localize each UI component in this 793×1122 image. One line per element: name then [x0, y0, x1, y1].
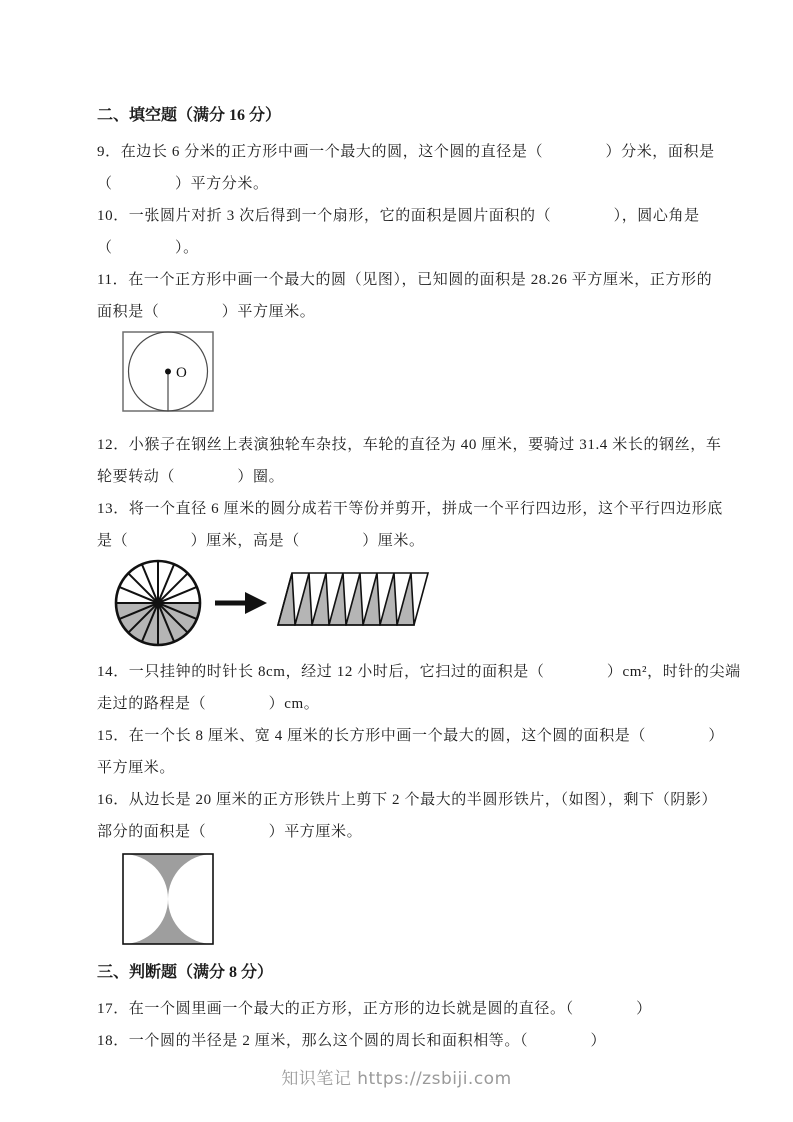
section-title-fill-in-blanks: 二、填空题（满分 16 分） — [97, 107, 282, 124]
question-12-line-1: 12．小猴子在钢丝上表演独轮车杂技，车轮的直径为 40 厘米，要骑过 31.4 米长的钢丝，车 — [97, 437, 722, 453]
question-17-line-1: 17．在一个圆里画一个最大的正方形，正方形的边长就是圆的直径。（ ） — [97, 1001, 652, 1017]
inscribed-circle-diagram — [121, 330, 215, 414]
question-18-line-1: 18．一个圆的半径是 2 厘米，那么这个圆的周长和面积相等。（ ） — [97, 1033, 607, 1049]
figure-square-minus-semicircles — [121, 852, 757, 951]
question-12-line-2: 轮要转动（ ）圈。 — [97, 469, 285, 485]
question-10-line-1: 10．一张圆片对折 3 次后得到一个扇形，它的面积是圆片面积的（ ），圆心角是 — [97, 208, 700, 224]
question-10-line-2: （ ）。 — [97, 240, 199, 256]
question-14-line-1: 14．一只挂钟的时针长 8cm，经过 12 小时后，它扫过的面积是（ ）cm²，时针的尖端 — [97, 664, 741, 680]
center-dot — [165, 369, 171, 375]
question-11-line-2: 面积是（ ）平方厘米。 — [97, 304, 316, 320]
right-arrow-icon — [215, 592, 267, 614]
question-9-line-1: 9．在边长 6 分米的正方形中画一个最大的圆，这个圆的直径是（ ）分米，面积是 — [97, 144, 715, 160]
question-15-line-2: 平方厘米。 — [97, 760, 176, 776]
question-14-line-2: 走过的路程是（ ）cm。 — [97, 696, 320, 712]
site-watermark: 知识笔记 https://zsbiji.com — [281, 1069, 512, 1089]
sector-rearrangement-diagram — [113, 559, 435, 649]
question-16-line-2: 部分的面积是（ ）平方厘米。 — [97, 824, 363, 840]
center-label: O — [176, 365, 187, 381]
question-16-line-1: 16．从边长是 20 厘米的正方形铁片上剪下 2 个最大的半圆形铁片，（如图），剩下（阴影） — [97, 792, 718, 808]
question-13-line-2: 是（ ）厘米，高是（ ）厘米。 — [97, 533, 425, 549]
section-title-true-false: 三、判断题（满分 8 分） — [97, 964, 274, 981]
shaded-square-diagram — [121, 852, 215, 946]
exam-page — [97, 100, 757, 1057]
question-9-line-2: （ ）平方分米。 — [97, 176, 269, 192]
figure-circle-to-parallelogram — [113, 559, 757, 654]
figure-circle-inscribed-in-square — [121, 330, 757, 419]
question-11-line-1: 11．在一个正方形中画一个最大的圆（见图），已知圆的面积是 28.26 平方厘米，正方形的 — [97, 272, 713, 288]
question-15-line-1: 15．在一个长 8 厘米、宽 4 厘米的长方形中画一个最大的圆，这个圆的面积是（ ） — [97, 728, 725, 744]
question-13-line-1: 13．将一个直径 6 厘米的圆分成若干等份并剪开，拼成一个平行四边形，这个平行四边形底 — [97, 501, 723, 517]
parallelogram-strip — [278, 573, 428, 625]
